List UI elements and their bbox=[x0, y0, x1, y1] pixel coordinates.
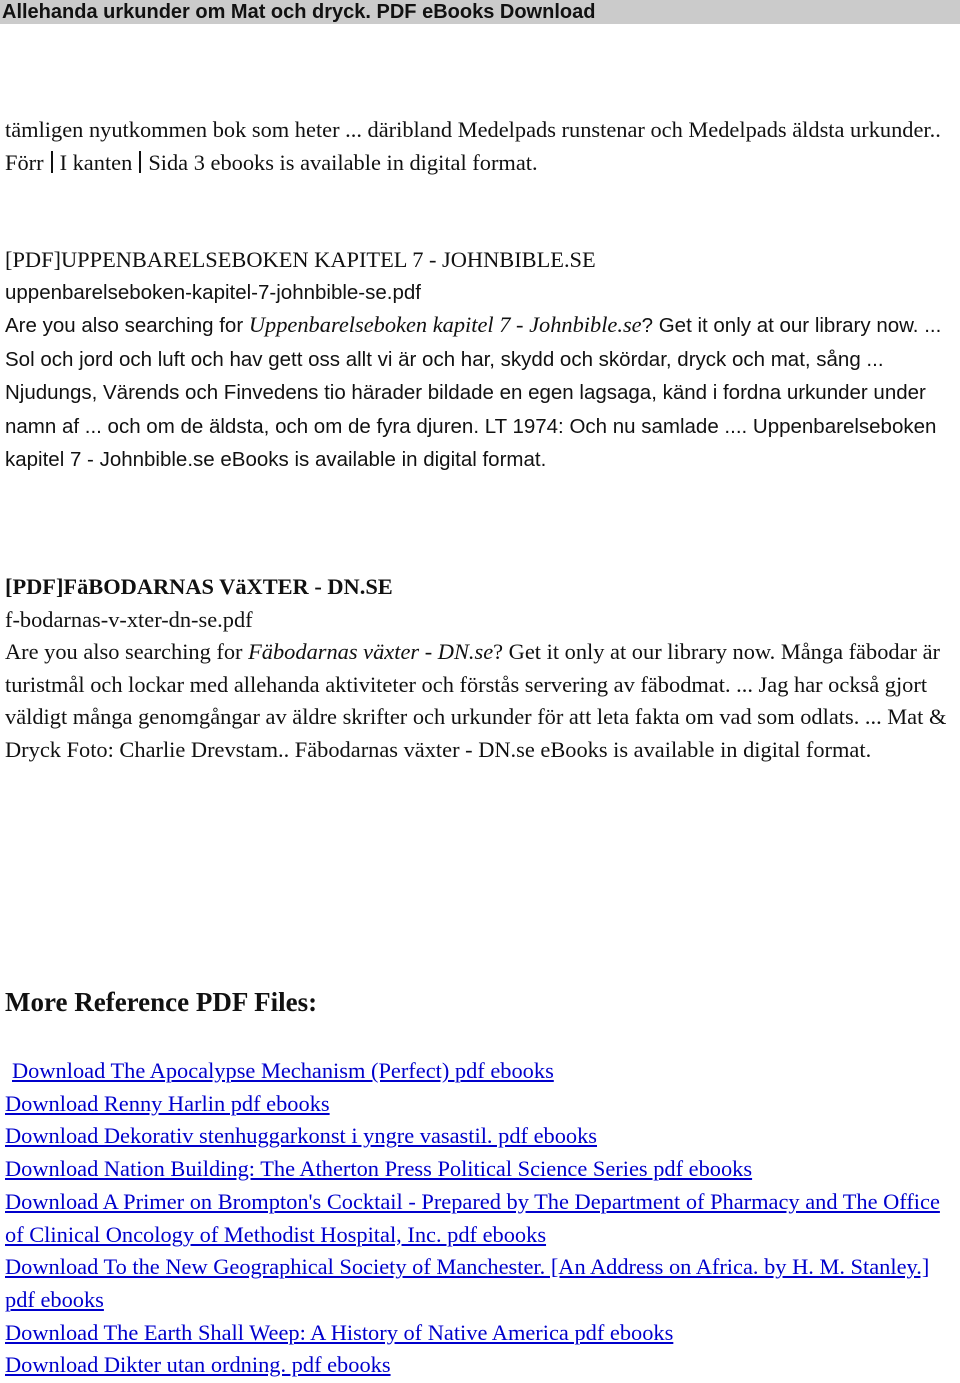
section-search-title: Uppenbarelseboken kapitel 7 - Johnbible.se bbox=[248, 312, 642, 337]
reference-link[interactable]: Download The Apocalypse Mechanism (Perfect) pdf ebooks bbox=[12, 1058, 554, 1083]
section-search-prefix: Are you also searching for bbox=[5, 314, 249, 337]
section-title: [PDF]FäBODARNAS VäXTER - DN.SE bbox=[5, 574, 393, 599]
section-title: [PDF]UPPENBARELSEBOKEN KAPITEL 7 - JOHNBIBLE.SE bbox=[5, 247, 596, 272]
reference-link[interactable]: Download Dikter utan ordning. pdf ebooks bbox=[5, 1352, 391, 1378]
section-search-prefix: Are you also searching for bbox=[5, 639, 249, 664]
separator bbox=[51, 151, 53, 173]
reference-link[interactable]: Download Renny Harlin pdf ebooks bbox=[5, 1090, 330, 1116]
reference-link[interactable]: Download Dekorativ stenhuggarkonst i yngre vasastil. pdf ebooks bbox=[5, 1123, 597, 1149]
intro-text: tämligen nyutkommen bok som heter ... däribland Medelpads runstenar och Medelpads äldsta urkunder.. Förr bbox=[5, 117, 941, 175]
section-uppenbarelseboken bbox=[5, 244, 957, 477]
section-search-suffix: ? Get it only at our library now. bbox=[641, 314, 919, 337]
section-body: Många fäbodar är turistmål och lockar med allehanda aktiviteter och förstås servering av fäbodmat. ... Jag har också gjort väldigt många genomgångar av äldre skrifter och urkunder för att leta fakta om vad som odlats. ... Mat & Dryck Foto: Charlie Drevstam.. Fäbodarnas växter - DN.se eBooks is available in digital format. bbox=[5, 639, 947, 762]
reference-link[interactable]: Download A Primer on Brompton's Cocktail - Prepared by The Department of Pharmacy and The Office of Clinical Oncology of Methodist Hospital, Inc. pdf ebooks bbox=[5, 1188, 940, 1247]
section-fabodarnas bbox=[5, 571, 957, 766]
intro-paragraph bbox=[5, 114, 957, 179]
intro-segment: I kanten bbox=[59, 149, 133, 175]
references-title: More Reference PDF Files: bbox=[5, 987, 318, 1017]
reference-link[interactable]: Download To the New Geographical Society of Manchester. [An Address on Africa. by H. M. Stanley.] pdf ebooks bbox=[5, 1254, 930, 1312]
reference-links bbox=[5, 1055, 957, 1382]
section-filename: f-bodarnas-v-xter-dn-se.pdf bbox=[5, 606, 253, 632]
section-filename: uppenbarelseboken-kapitel-7-johnbible-se.pdf bbox=[5, 280, 421, 304]
intro-segment: Sida 3 ebooks is available in digital format. bbox=[148, 149, 538, 175]
reference-link[interactable]: Download Nation Building: The Atherton Press Political Science Series pdf ebooks bbox=[5, 1156, 753, 1182]
section-body: ... Sol och jord och luft och hav gett oss allt vi är och har, skydd och skördar, dryck och mat, sång ... Njudungs, Värends och Finvedens tio härader bildade en egen lagsaga, känd i fordna urkunder under namn af ... och om de äldsta, och om de fyra djuren. LT 1974: Och nu samlade .... Uppenbarelseboken kapitel 7 - Johnbible.se eBooks is available in digital format. bbox=[5, 314, 942, 471]
section-search-suffix: ? Get it only at our library now. bbox=[493, 639, 776, 664]
page-header-title: Allehanda urkunder om Mat och dryck. PDF eBooks Download bbox=[2, 1, 596, 23]
section-search-title: Fäbodarnas växter - DN.se bbox=[248, 639, 494, 664]
page-header bbox=[0, 0, 960, 24]
reference-link[interactable]: Download The Earth Shall Weep: A History of Native America pdf ebooks bbox=[5, 1319, 674, 1345]
separator bbox=[139, 151, 141, 173]
